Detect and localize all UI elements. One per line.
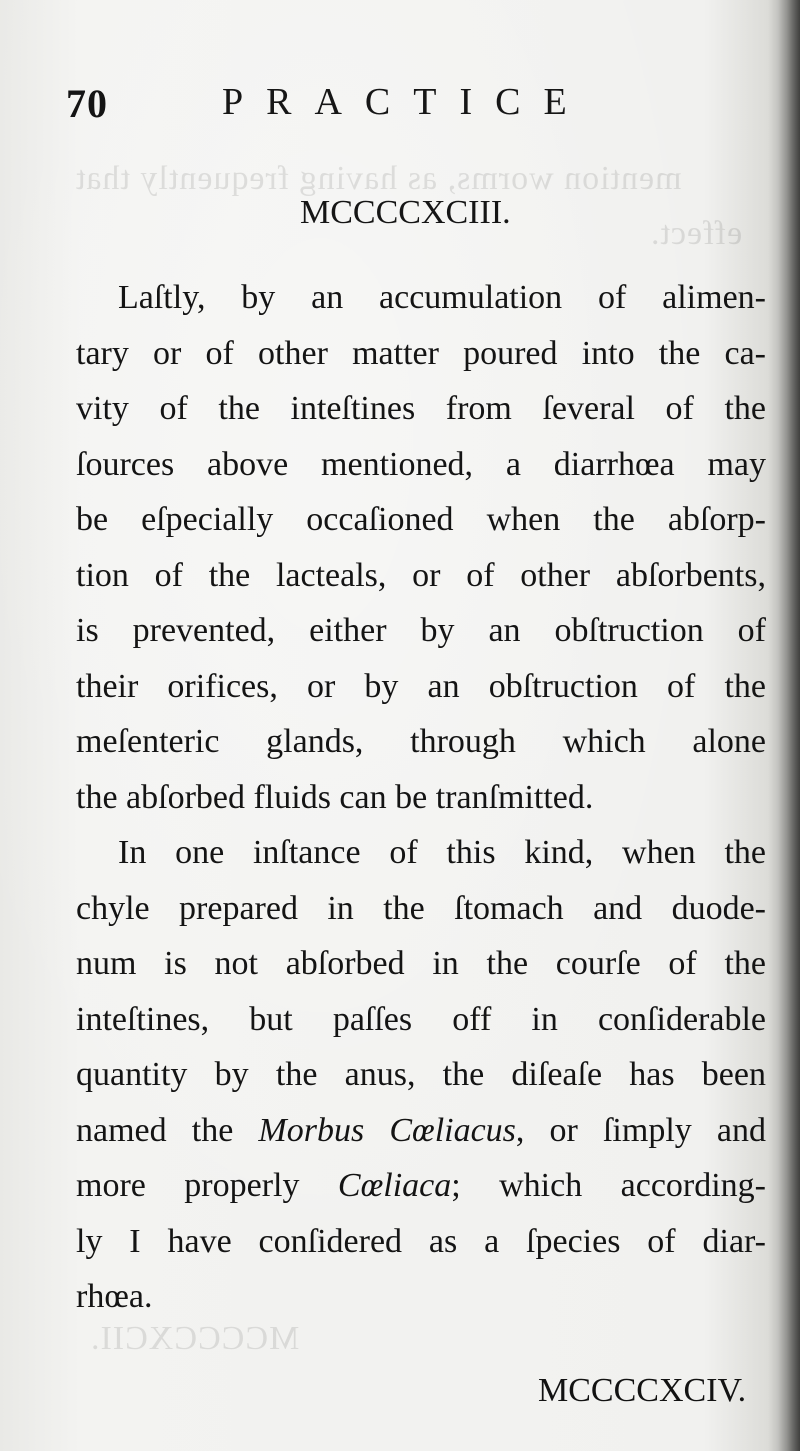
text-line-with-italic bbox=[76, 1158, 766, 1214]
text-line-with-italic bbox=[76, 1103, 766, 1159]
text-line: tion of the lacteals, or of other abſorbents, bbox=[76, 556, 766, 594]
show-through-text: effect. bbox=[650, 215, 743, 252]
text-line: their orifices, or by an obſtruction of the bbox=[76, 667, 766, 705]
text-line: inteſtines, but paſſes off in conſiderable bbox=[76, 1000, 766, 1038]
page-gutter-shadow bbox=[778, 0, 800, 1451]
text-line: chyle prepared in the ſtomach and duode- bbox=[76, 889, 766, 927]
text-line: the abſorbed fluids can be tranſmitted. bbox=[76, 778, 594, 816]
text-line: In one inſtance of this kind, when the bbox=[118, 834, 766, 871]
italic-term: Cœliaca bbox=[337, 1167, 452, 1204]
text-line: meſenteric glands, through which alone bbox=[76, 723, 766, 760]
text-line: ly I have conſidered as a ſpecies of diar- bbox=[76, 1222, 766, 1260]
italic-term: Morbus Cœliacus bbox=[258, 1111, 516, 1149]
show-through-text: MCCCCXCII. bbox=[90, 1320, 300, 1357]
body-text bbox=[76, 270, 766, 1325]
page-number: 70 bbox=[66, 81, 108, 126]
show-through-text: mention worms, as having frequently that bbox=[75, 160, 682, 197]
text-line: rhœa. bbox=[76, 1278, 153, 1315]
text-line: Laſtly, by an accumulation of alimen- bbox=[118, 279, 766, 316]
section-number: MCCCCXCIII. bbox=[300, 194, 511, 231]
running-title: PRACTICE bbox=[222, 81, 590, 123]
text-line: tary or of other matter poured into the ca- bbox=[76, 334, 766, 372]
text-line: be eſpecially occaſioned when the abſorp- bbox=[76, 501, 766, 538]
text-segment: more properly bbox=[76, 1167, 338, 1204]
text-line: ſources above mentioned, a diarrhœa may bbox=[76, 445, 766, 483]
text-line: vity of the inteſtines from ſeveral of the bbox=[76, 390, 766, 427]
text-segment: named the bbox=[76, 1111, 259, 1149]
text-segment: ; which according- bbox=[451, 1167, 767, 1204]
text-line: is prevented, either by an obſtruction of bbox=[76, 612, 766, 649]
catchword: MCCCCXCIV. bbox=[538, 1372, 747, 1409]
text-line: quantity by the anus, the diſeaſe has been bbox=[76, 1056, 766, 1093]
text-segment: , or ſimply and bbox=[515, 1111, 766, 1149]
text-line: num is not abſorbed in the courſe of the bbox=[76, 945, 766, 982]
